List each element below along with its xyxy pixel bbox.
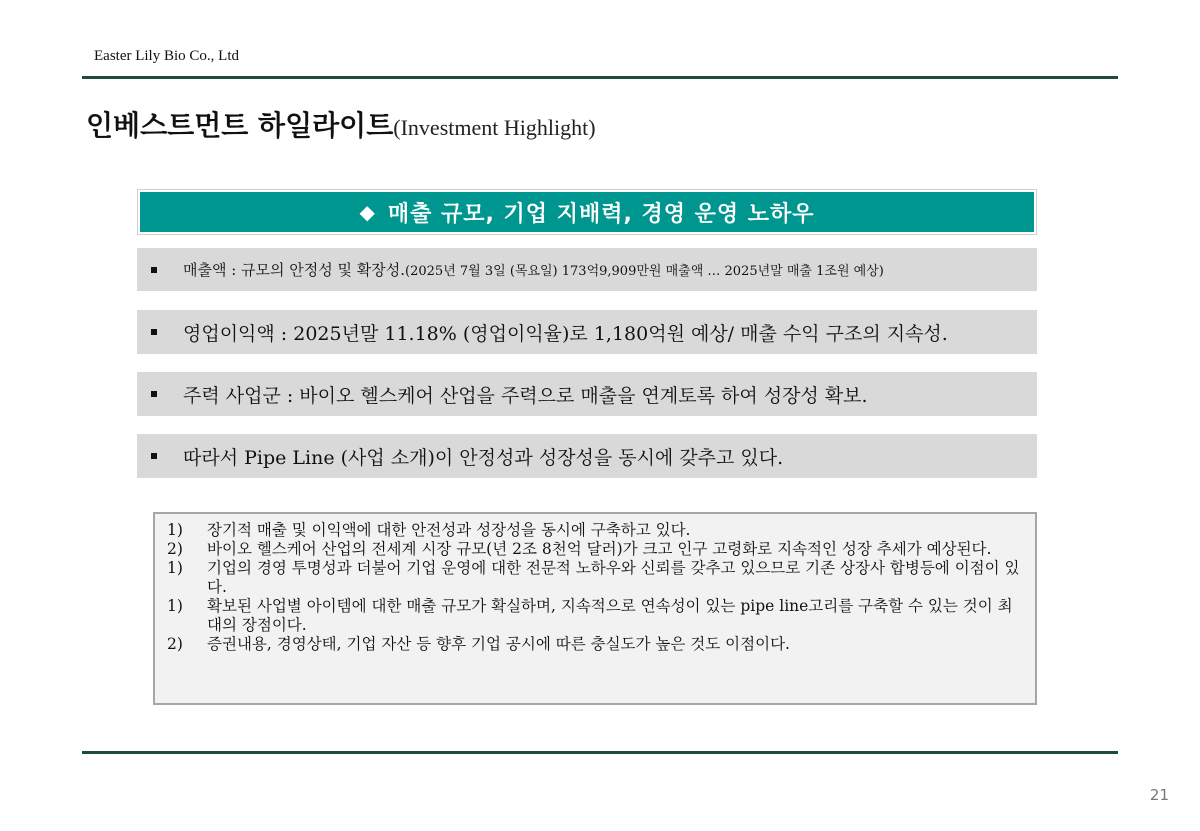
page-title [86,104,596,144]
note-number: 2) [167,635,183,653]
note-item [167,635,1025,654]
square-bullet-icon [151,329,157,335]
square-bullet-icon [151,267,157,273]
highlight-detail: (2025년 7월 3일 (목요일) 173억9,909만원 매출액 … 2025년말 매출 1조원 예상) [405,264,884,279]
highlight-text: 주력 사업군 : 바이오 헬스케어 산업을 주력으로 매출을 연계토록 하여 성장성 확보. [183,384,868,407]
header-divider [82,76,1118,79]
square-bullet-icon [151,453,157,459]
notes-box [153,512,1037,705]
page-number: 21 [1149,786,1169,804]
diamond-icon: ◆ [359,200,376,224]
highlight-row-pipeline [137,434,1037,478]
note-text: 기업의 경영 투명성과 더불어 기업 운영에 대한 전문적 노하우와 신뢰를 갖추고 있으므로 기존 상장사 합병등에 이점이 있다. [207,559,1020,596]
footer-divider [82,751,1118,754]
note-number: 2) [167,540,183,558]
square-bullet-icon [151,391,157,397]
company-name: Easter Lily Bio Co., Ltd [94,48,239,64]
section-banner-text: 매출 규모, 기업 지배력, 경영 운영 노하우 [387,201,815,227]
note-item [167,521,1025,540]
highlight-text: 영업이익액 : 2025년말 11.18% (영업이익율)로 1,180억원 예상/ 매출 수익 구조의 지속성. [183,322,948,345]
note-item [167,597,1025,635]
note-number: 1) [167,521,183,539]
note-item [167,559,1025,597]
highlight-row-operating-profit [137,310,1037,354]
note-text: 확보된 사업별 아이템에 대한 매출 규모가 확실하며, 지속적으로 연속성이 있는 pipe line고리를 구축할 수 있는 것이 최대의 장점이다. [207,597,1013,634]
note-text: 장기적 매출 및 이익액에 대한 안전성과 성장성을 동시에 구축하고 있다. [207,521,691,539]
section-banner [137,189,1037,235]
note-number: 1) [167,597,183,615]
highlight-row-revenue [137,248,1037,291]
highlight-row-core-business [137,372,1037,416]
highlight-text: 따라서 Pipe Line (사업 소개)이 안정성과 성장성을 동시에 갖추고 있다. [183,446,784,469]
note-item [167,540,1025,559]
note-text: 바이오 헬스케어 산업의 전세계 시장 규모(년 2조 8천억 달러)가 크고 인구 고령화로 지속적인 성장 추세가 예상된다. [207,540,992,558]
note-text: 증권내용, 경영상태, 기업 자산 등 향후 기업 공시에 따른 충실도가 높은 것도 이점이다. [207,635,790,653]
page-title-sub: (Investment Highlight) [393,115,596,140]
note-number: 1) [167,559,183,577]
page-title-main: 인베스트먼트 하일라이트 [86,109,394,142]
highlight-text: 매출액 : 규모의 안정성 및 확장성. [183,261,406,279]
section-banner-inner [140,192,1034,232]
